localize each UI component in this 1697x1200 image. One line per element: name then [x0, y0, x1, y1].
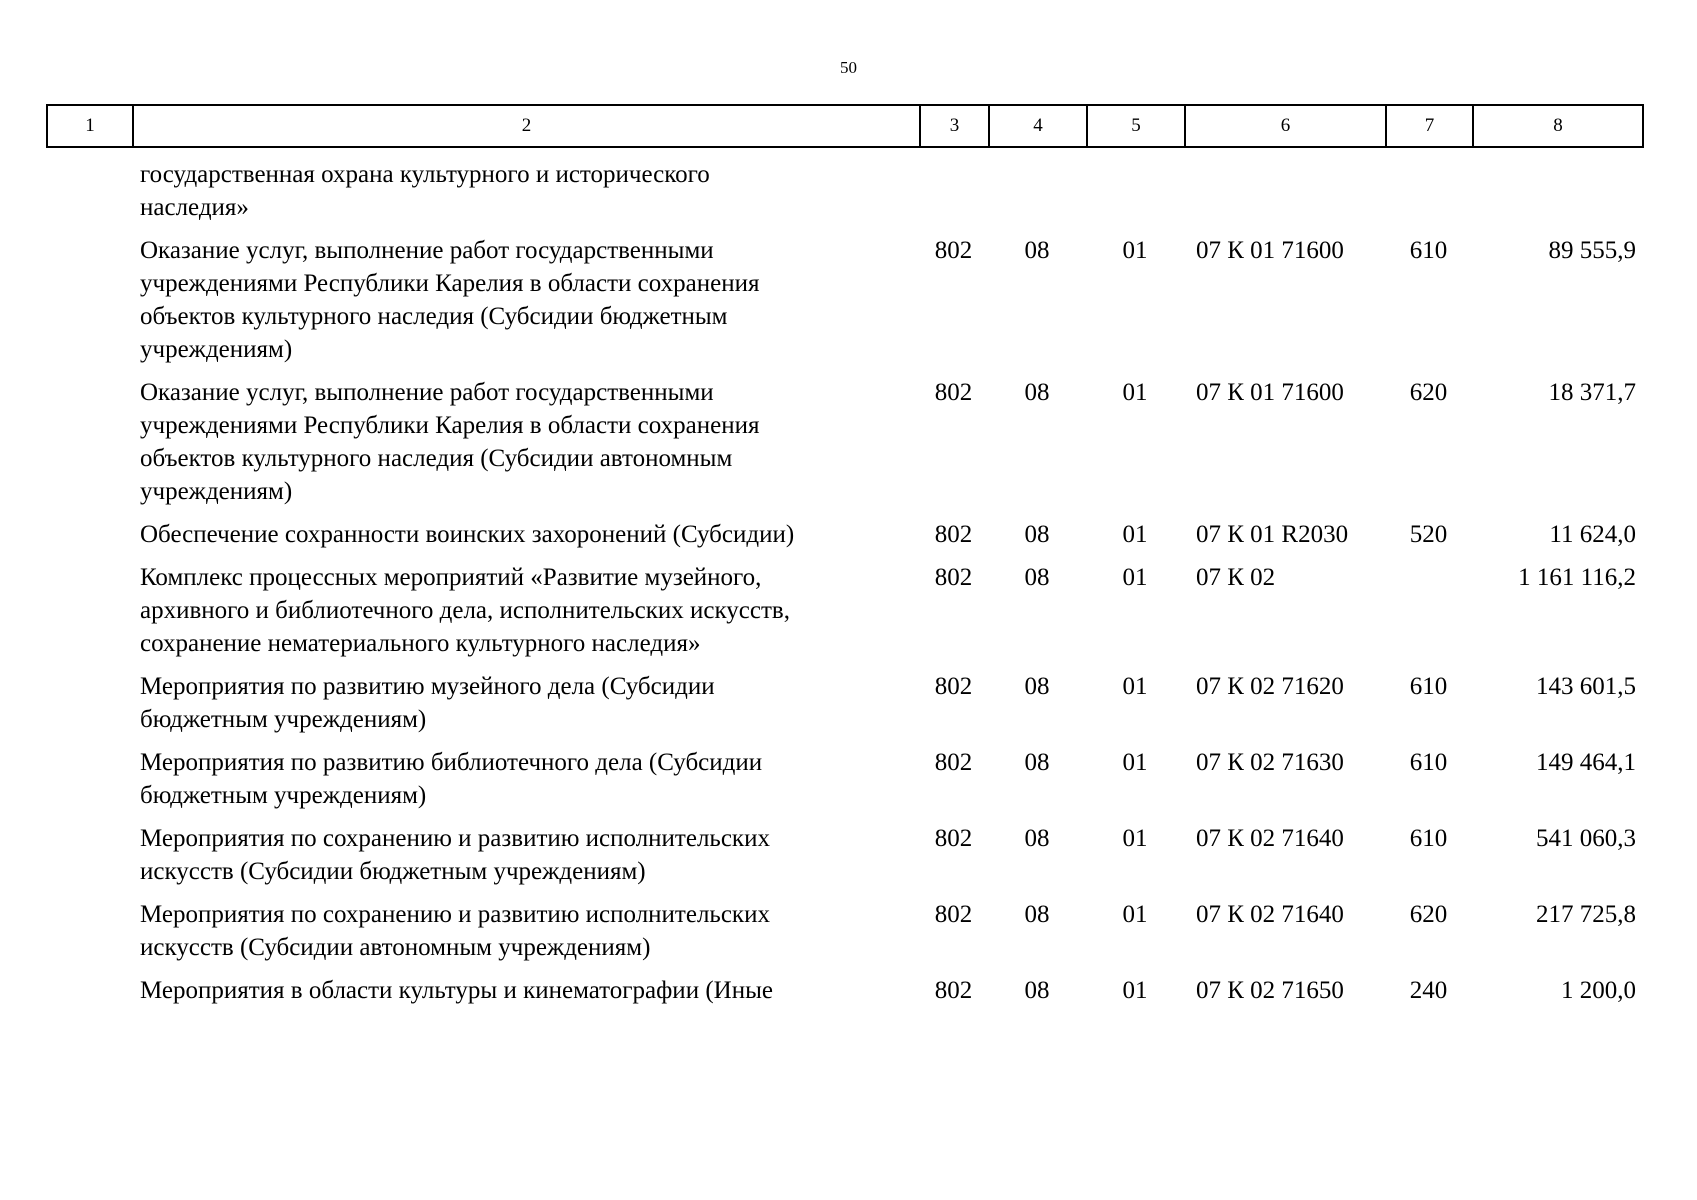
table-row — [46, 561, 1644, 660]
header-col-5: 5 — [1086, 104, 1184, 148]
cell-col-5 — [1086, 158, 1184, 224]
cell-col-7: 610 — [1409, 825, 1448, 852]
cell-col-3: 802 — [934, 379, 973, 406]
cell-col-5: 01 — [1122, 237, 1148, 264]
row-description — [46, 746, 919, 812]
table-row — [46, 158, 1644, 224]
cell-col-6: 07 К 02 71620 — [1196, 673, 1344, 700]
header-col-4: 4 — [988, 104, 1086, 148]
table-row — [46, 746, 1644, 812]
cell-col-6: 07 К 01 R2030 — [1196, 521, 1349, 548]
cell-col-3 — [919, 158, 988, 224]
description-line: наследия» — [140, 194, 249, 221]
cell-col-8: 18 371,7 — [1548, 379, 1636, 406]
cell-col-3: 802 — [934, 564, 973, 591]
row-description — [46, 898, 919, 964]
cell-col-6: 07 К 02 71640 — [1196, 901, 1344, 928]
cell-col-8: 1 161 116,2 — [1518, 564, 1636, 591]
cell-col-6 — [1184, 158, 1385, 224]
cell-col-8: 217 725,8 — [1536, 901, 1636, 928]
cell-col-4: 08 — [1024, 379, 1050, 406]
cell-col-8: 1 200,0 — [1561, 977, 1636, 1004]
cell-col-7 — [1385, 158, 1472, 224]
description-line: Мероприятия по развитию музейного дела (Субсидии — [140, 673, 715, 700]
cell-col-8: 149 464,1 — [1536, 749, 1636, 776]
table-header — [46, 104, 1644, 148]
cell-col-7: 240 — [1409, 977, 1448, 1004]
description-line: Оказание услуг, выполнение работ государственными — [140, 379, 714, 406]
cell-col-7: 610 — [1409, 749, 1448, 776]
cell-col-4 — [988, 158, 1086, 224]
table-row — [46, 234, 1644, 366]
description-line: искусств (Субсидии бюджетным учреждениям) — [140, 858, 646, 885]
description-line: бюджетным учреждениям) — [140, 782, 427, 809]
row-description — [46, 158, 919, 224]
cell-col-8: 11 624,0 — [1549, 521, 1636, 548]
description-line: объектов культурного наследия (Субсидии бюджетным — [140, 303, 728, 330]
description-line: Оказание услуг, выполнение работ государственными — [140, 237, 714, 264]
description-line: учреждениями Республики Карелия в области сохранения — [140, 412, 760, 439]
header-col-7: 7 — [1385, 104, 1472, 148]
description-line: объектов культурного наследия (Субсидии автономным — [140, 445, 733, 472]
description-line: Мероприятия по сохранению и развитию исполнительских — [140, 901, 770, 928]
cell-col-3: 802 — [934, 901, 973, 928]
cell-col-7: 520 — [1409, 521, 1448, 548]
cell-col-3: 802 — [934, 521, 973, 548]
cell-col-4: 08 — [1024, 673, 1050, 700]
cell-col-5: 01 — [1122, 825, 1148, 852]
cell-col-3: 802 — [934, 673, 973, 700]
cell-col-7: 610 — [1409, 673, 1448, 700]
description-line: архивного и библиотечного дела, исполнительских искусств, — [140, 597, 790, 624]
table-row — [46, 898, 1644, 964]
header-col-1: 1 — [46, 104, 132, 148]
cell-col-3: 802 — [934, 237, 973, 264]
description-line: Мероприятия по сохранению и развитию исполнительских — [140, 825, 770, 852]
description-line: искусств (Субсидии автономным учреждениям) — [140, 934, 651, 961]
description-line: бюджетным учреждениям) — [140, 706, 427, 733]
row-description — [46, 561, 919, 660]
cell-col-6: 07 К 02 — [1196, 564, 1276, 591]
cell-col-8: 541 060,3 — [1536, 825, 1636, 852]
cell-col-7: 620 — [1409, 901, 1448, 928]
cell-col-8: 143 601,5 — [1536, 673, 1636, 700]
description-line: государственная охрана культурного и исторического — [140, 161, 710, 188]
description-line: Мероприятия в области культуры и кинематографии (Иные — [140, 977, 773, 1004]
description-line: Мероприятия по развитию библиотечного дела (Субсидии — [140, 749, 763, 776]
row-description — [46, 376, 919, 508]
header-col-2: 2 — [132, 104, 919, 148]
row-description — [46, 670, 919, 736]
cell-col-5: 01 — [1122, 673, 1148, 700]
cell-col-4: 08 — [1024, 749, 1050, 776]
table-row — [46, 518, 1644, 551]
table-row — [46, 376, 1644, 508]
description-line: учреждениями Республики Карелия в области сохранения — [140, 270, 760, 297]
row-description — [46, 234, 919, 366]
cell-col-5: 01 — [1122, 977, 1148, 1004]
table-body — [46, 158, 1644, 1017]
cell-col-6: 07 К 02 71650 — [1196, 977, 1344, 1004]
cell-col-4: 08 — [1024, 901, 1050, 928]
header-col-8: 8 — [1472, 104, 1644, 148]
row-description — [46, 974, 919, 1007]
description-line: Обеспечение сохранности воинских захоронений (Субсидии) — [140, 521, 795, 548]
cell-col-5: 01 — [1122, 521, 1148, 548]
description-line: учреждениям) — [140, 478, 293, 505]
description-line: сохранение нематериального культурного наследия» — [140, 630, 701, 657]
row-description — [46, 822, 919, 888]
cell-col-6: 07 К 02 71640 — [1196, 825, 1344, 852]
header-col-6: 6 — [1184, 104, 1385, 148]
cell-col-5: 01 — [1122, 379, 1148, 406]
table-row — [46, 974, 1644, 1007]
cell-col-5: 01 — [1122, 564, 1148, 591]
cell-col-4: 08 — [1024, 977, 1050, 1004]
cell-col-3: 802 — [934, 749, 973, 776]
cell-col-7: 620 — [1409, 379, 1448, 406]
row-description — [46, 518, 919, 551]
header-col-3: 3 — [919, 104, 988, 148]
table-row — [46, 670, 1644, 736]
cell-col-4: 08 — [1024, 825, 1050, 852]
cell-col-6: 07 К 01 71600 — [1196, 379, 1344, 406]
page-number: 50 — [840, 58, 857, 77]
cell-col-6: 07 К 01 71600 — [1196, 237, 1344, 264]
description-line: Комплекс процессных мероприятий «Развитие музейного, — [140, 564, 762, 591]
cell-col-8 — [1472, 158, 1644, 224]
cell-col-7: 610 — [1409, 237, 1448, 264]
cell-col-4: 08 — [1024, 564, 1050, 591]
table-row — [46, 822, 1644, 888]
cell-col-5: 01 — [1122, 901, 1148, 928]
cell-col-5: 01 — [1122, 749, 1148, 776]
cell-col-3: 802 — [934, 825, 973, 852]
cell-col-7 — [1385, 561, 1472, 660]
cell-col-4: 08 — [1024, 521, 1050, 548]
cell-col-3: 802 — [934, 977, 973, 1004]
cell-col-8: 89 555,9 — [1548, 237, 1636, 264]
description-line: учреждениям) — [140, 336, 293, 363]
cell-col-4: 08 — [1024, 237, 1050, 264]
cell-col-6: 07 К 02 71630 — [1196, 749, 1344, 776]
